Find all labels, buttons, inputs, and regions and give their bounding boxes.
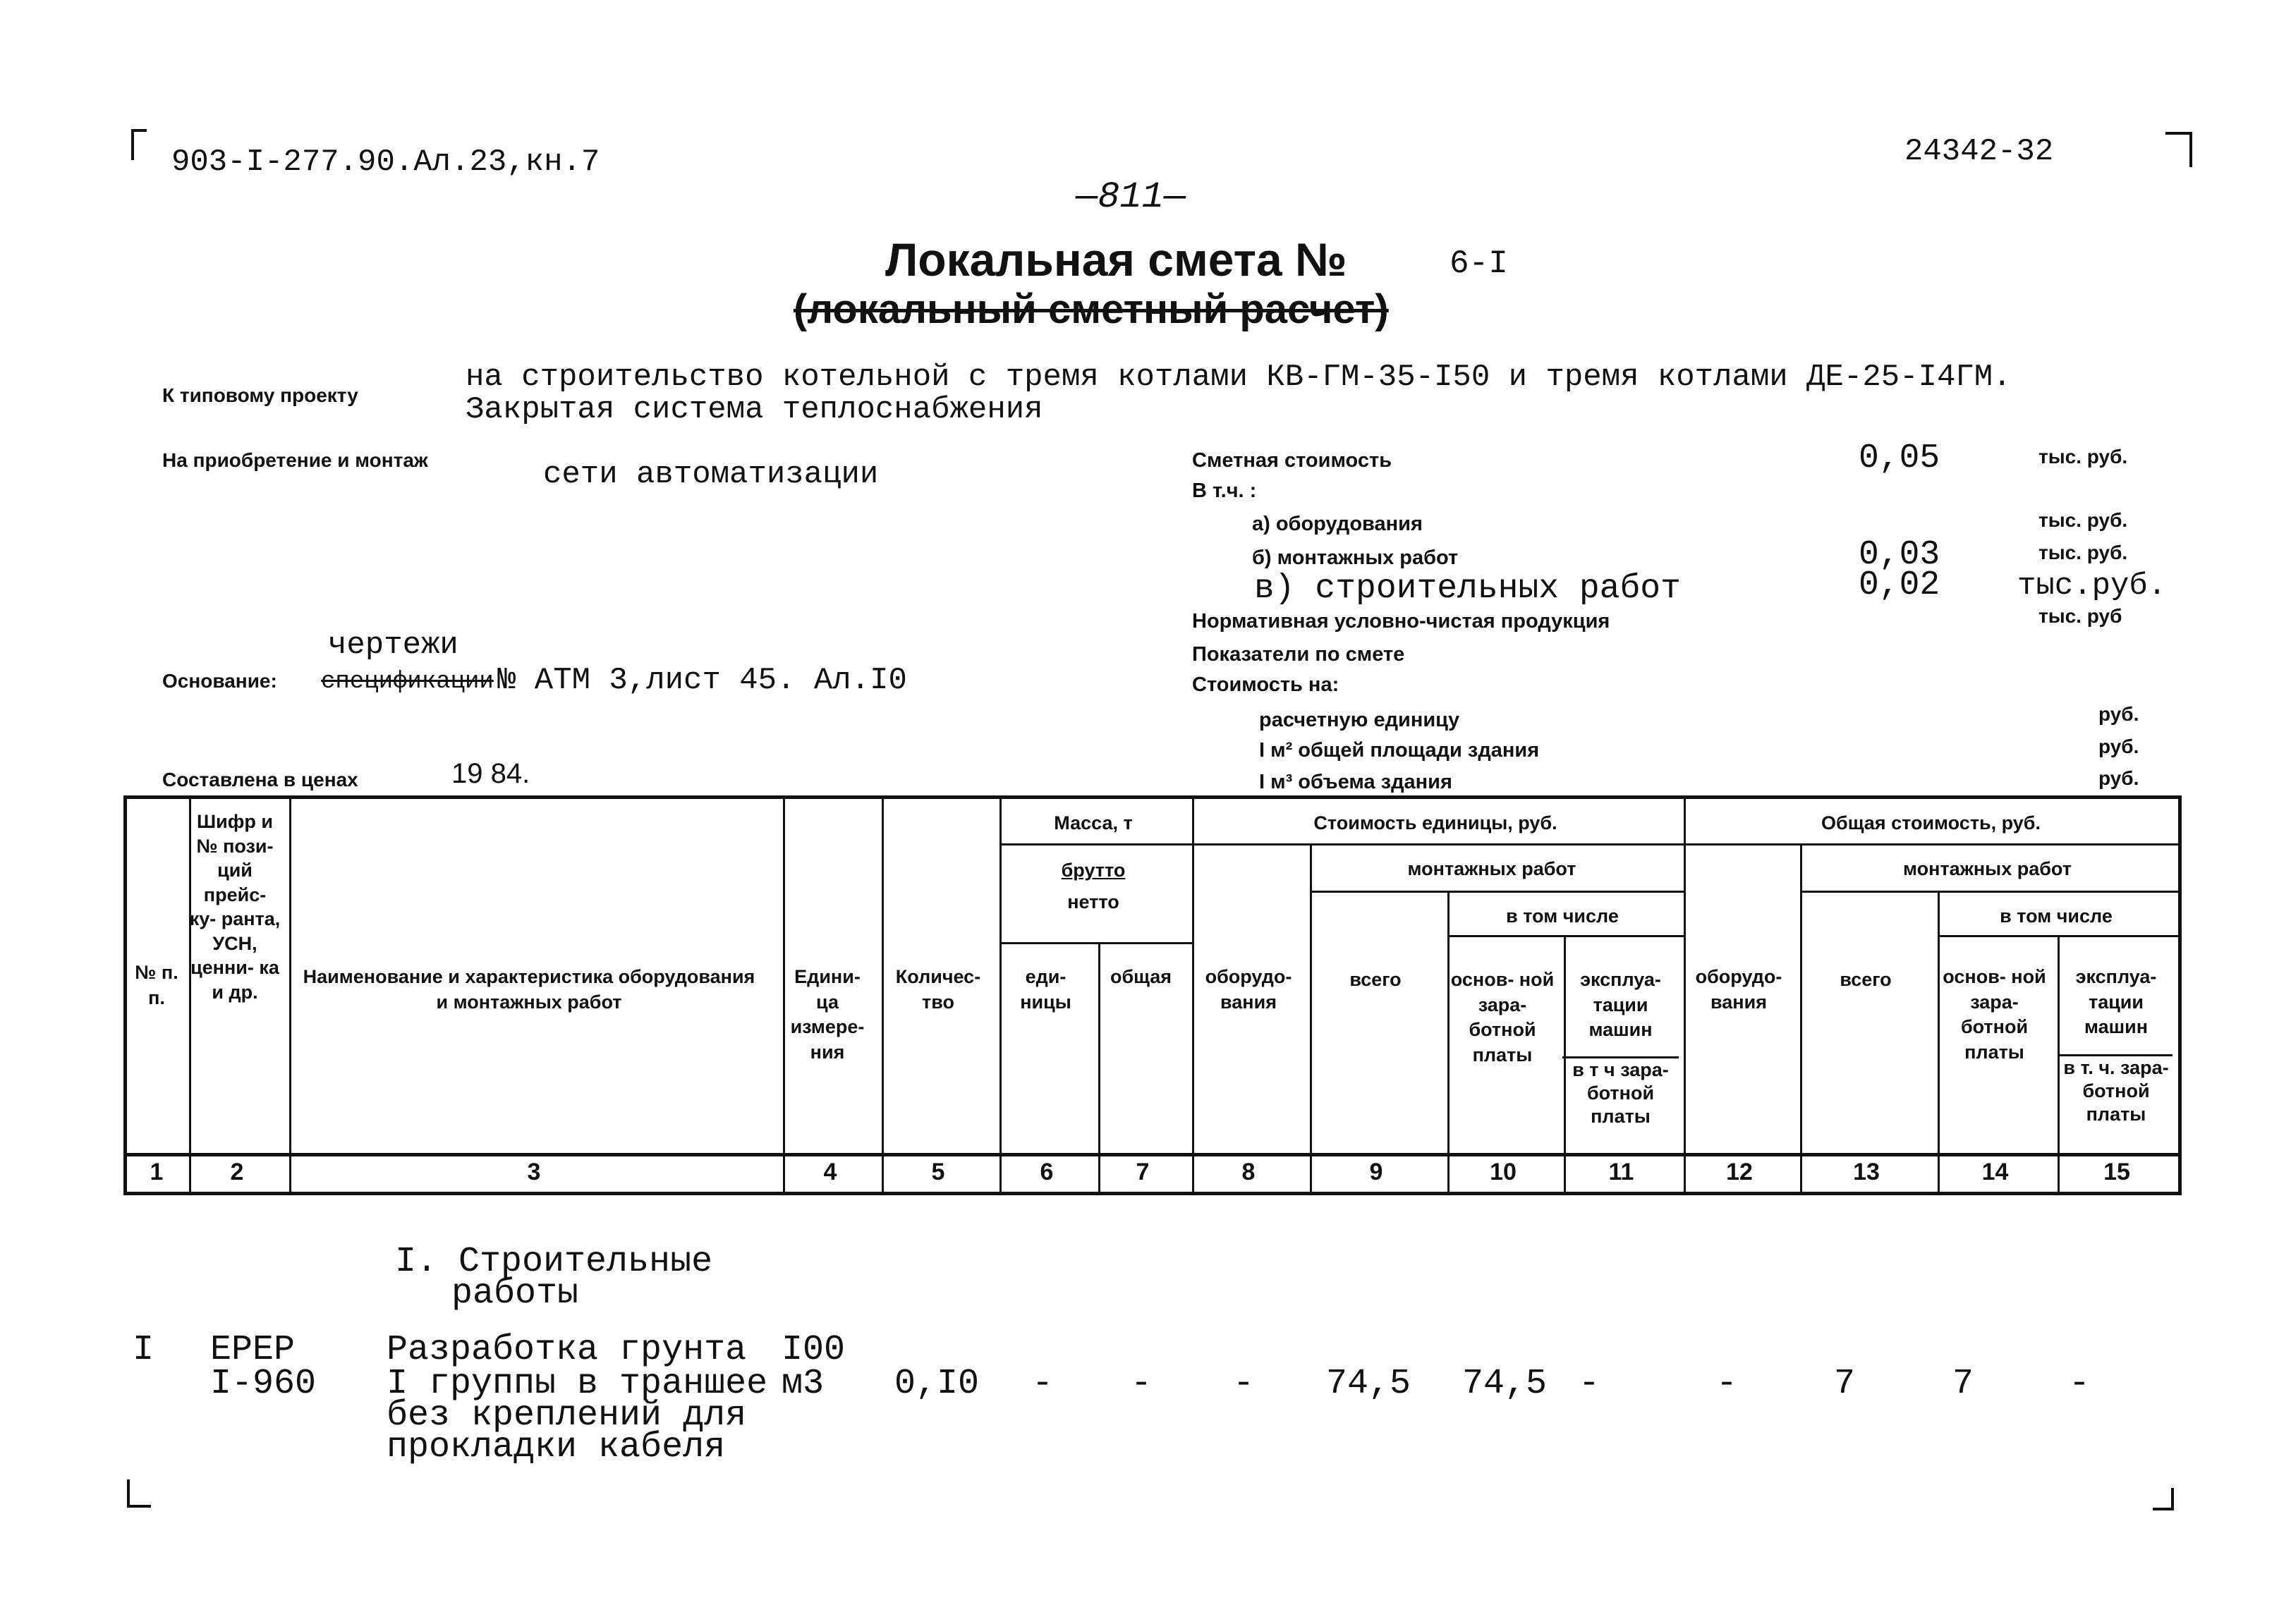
col-header-unit-machines: эксплуа- тации машин	[1580, 969, 1661, 1041]
row-1-unit-install-all: 74,5	[1326, 1364, 1411, 1404]
build-cost-label: в) строительных работ	[1254, 570, 1681, 608]
install-cost-value: 0,03	[1859, 536, 1940, 574]
row-1-name-line-1: Разработка грунта	[387, 1330, 747, 1370]
compiled-label: Составлена в ценах	[162, 769, 358, 790]
basis-label: Основание:	[162, 670, 277, 692]
row-1-total-equipment: -	[1716, 1364, 1738, 1404]
build-cost-value: 0,02	[1859, 566, 1940, 604]
col-number-7: 7	[1136, 1159, 1150, 1185]
col-number-13: 13	[1853, 1159, 1880, 1185]
corner-mark-bottom-right	[2153, 1488, 2174, 1510]
basis-above-text: чертежи	[328, 628, 458, 663]
install-cost-unit: тыс. руб.	[2038, 542, 2128, 563]
col-number-12: 12	[1726, 1159, 1753, 1185]
row-1-mass-total: -	[1131, 1364, 1153, 1404]
including-label: В т.ч. :	[1192, 480, 1257, 502]
equipment-cost-label: а) оборудования	[1252, 513, 1423, 535]
build-cost-unit: тыс.руб.	[2017, 568, 2167, 604]
indicators-label: Показатели по смете	[1192, 643, 1405, 666]
row-1-mass-unit: -	[1032, 1364, 1054, 1404]
row-1-name-line-4: прокладки кабеля	[387, 1427, 726, 1467]
row-1-unit-base-wage: 74,5	[1462, 1364, 1548, 1404]
row-1-unit-line-1: I00	[782, 1330, 846, 1370]
per-unit-label: расчетную единицу	[1259, 709, 1460, 731]
col-header-netto: нетто	[1067, 891, 1119, 912]
corner-mark-top-right	[2165, 132, 2192, 167]
col-number-3: 3	[527, 1159, 541, 1185]
col-header-unit-machine-wage: в т ч зара- ботной платы	[1562, 1056, 1679, 1128]
col-number-8: 8	[1241, 1159, 1256, 1185]
col-number-15: 15	[2103, 1159, 2130, 1185]
row-1-name-line-2: I группы в траншее	[387, 1364, 768, 1404]
row-1-code-line-1: ЕРЕР	[210, 1330, 296, 1370]
section-title-line-1: I. Строительные	[395, 1242, 713, 1282]
row-1-code-line-2: I-960	[210, 1364, 317, 1404]
corner-mark-bottom-left	[127, 1479, 151, 1508]
col-header-total-machines: эксплуа- тации машин	[2075, 966, 2157, 1038]
col-header-unit-equipment: оборудо- вания	[1205, 966, 1292, 1013]
normative-label: Нормативная условно-чистая продукция	[1192, 610, 1610, 633]
col-header-mass-unit: еди- ницы	[1020, 966, 1071, 1013]
col-header-unit: Едини- ца измере- ния	[790, 966, 865, 1063]
row-1-name-line-3: без креплений для	[387, 1396, 747, 1436]
row-1-total-machines: -	[2069, 1364, 2091, 1404]
per-m3-unit: руб.	[2098, 767, 2139, 789]
col-number-5: 5	[931, 1159, 945, 1185]
row-1-unit-equipment: -	[1233, 1364, 1255, 1404]
per-m2-unit: руб.	[2098, 735, 2139, 757]
basis-value: № АТМ 3,лист 45. Ал.I0	[497, 663, 907, 698]
corner-mark-top-left	[131, 129, 147, 160]
col-header-unit-incl: в том числе	[1506, 905, 1619, 927]
col-header-code: Шифр и № пози- ций прейс- ку- ранта, УСН, ценни- ка и др.	[189, 811, 281, 1003]
col-header-total-install: монтажных работ	[1903, 858, 2072, 879]
total-cost-value: 0,05	[1859, 439, 1940, 477]
archive-number: 24342-32	[1904, 134, 2054, 169]
basis-struck-text: спецификации	[321, 668, 494, 695]
col-header-unit-cost: Стоимость единицы, руб.	[1313, 812, 1557, 834]
page-title: Локальная смета №	[885, 233, 1347, 286]
equipment-cost-unit: тыс. руб.	[2038, 509, 2128, 531]
col-header-quantity: Количес- тво	[895, 966, 981, 1013]
per-unit-unit: руб.	[2098, 703, 2139, 725]
project-label: К типовому проекту	[162, 384, 358, 406]
page-subtitle: (локальный сметный расчет)	[794, 286, 1389, 332]
col-header-unit-install: монтажных работ	[1407, 858, 1576, 879]
col-number-10: 10	[1490, 1159, 1517, 1185]
row-1-total-base-wage: 7	[1952, 1364, 1974, 1404]
row-1-unit-machines: -	[1579, 1364, 1600, 1404]
compiled-year: 19 84.	[451, 758, 530, 789]
estimate-number: 6-I	[1450, 245, 1508, 282]
col-header-total-all: всего	[1840, 969, 1892, 990]
project-text-line-1: на строительство котельной с тремя котлами КВ-ГМ-35-I50 и тремя котлами ДЕ-25-I4ГМ.	[466, 360, 2012, 395]
section-title-line-2: работы	[451, 1274, 579, 1314]
col-header-mass-total: общая	[1110, 966, 1172, 987]
col-header-brutto: брутто	[1061, 860, 1126, 881]
col-header-total-equipment: оборудо- вания	[1695, 966, 1782, 1013]
total-cost-unit: тыс. руб.	[2038, 446, 2128, 468]
per-m3-label: I м³ объема здания	[1259, 771, 1452, 793]
col-number-14: 14	[1981, 1159, 2009, 1185]
project-text-line-2: Закрытая система теплоснабжения	[466, 392, 1043, 427]
col-header-mass: Масса, т	[1054, 812, 1133, 834]
row-1-number: I	[133, 1330, 154, 1370]
col-number-11: 11	[1608, 1159, 1634, 1185]
col-number-2: 2	[230, 1159, 244, 1185]
col-number-9: 9	[1369, 1159, 1383, 1185]
col-number-1: 1	[150, 1159, 164, 1185]
col-header-total-incl: в том числе	[2000, 905, 2113, 927]
total-cost-label: Сметная стоимость	[1192, 449, 1392, 472]
col-header-total-machine-wage: в т. ч. зара- ботной платы	[2060, 1054, 2172, 1126]
col-header-unit-base-wage: основ- ной зара- ботной платы	[1450, 969, 1555, 1066]
row-1-unit-line-2: м3	[782, 1364, 825, 1404]
cost-on-label: Стоимость на:	[1192, 673, 1339, 696]
acquire-value: сети автоматизации	[543, 457, 879, 492]
per-m2-label: I м² общей площади здания	[1259, 739, 1540, 762]
col-header-number: № п. п.	[135, 962, 178, 1008]
col-header-total-base-wage: основ- ной зара- ботной платы	[1943, 966, 2046, 1063]
col-header-total-cost: Общая стоимость, руб.	[1821, 812, 2041, 834]
document-code: 903-I-277.90.Ал.23,кн.7	[171, 145, 600, 180]
row-1-total-install-all: 7	[1834, 1364, 1856, 1404]
normative-unit: тыс. руб	[2038, 605, 2122, 627]
col-number-4: 4	[823, 1159, 837, 1185]
acquire-label: На приобретение и монтаж	[162, 449, 428, 471]
col-number-6: 6	[1040, 1159, 1054, 1185]
row-1-quantity: 0,I0	[894, 1364, 980, 1404]
col-header-unit-all: всего	[1349, 969, 1402, 990]
page-number: —811—	[1076, 176, 1186, 218]
col-header-name: Наименование и характеристика оборудования и монтажных работ	[303, 966, 755, 1013]
install-cost-label: б) монтажных работ	[1252, 547, 1459, 569]
